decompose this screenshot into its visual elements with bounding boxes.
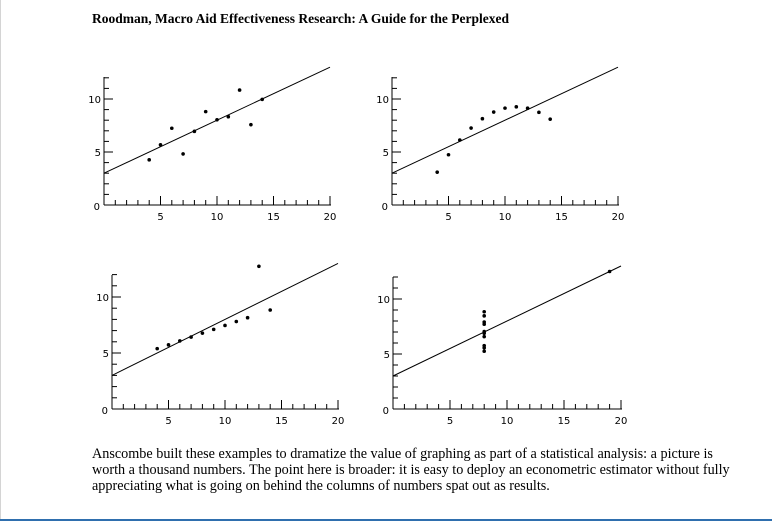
- data-point: [435, 170, 439, 174]
- data-point: [147, 158, 151, 162]
- data-point: [469, 126, 473, 130]
- data-point: [249, 123, 253, 127]
- data-point: [215, 118, 219, 122]
- data-point: [260, 98, 264, 102]
- y-tick-label: 10: [376, 95, 389, 106]
- data-point: [492, 110, 496, 114]
- x-tick-label: 10: [500, 416, 514, 427]
- data-point: [212, 328, 216, 332]
- x-tick-label: 5: [446, 416, 454, 427]
- data-point: [268, 308, 272, 312]
- data-point: [482, 330, 486, 334]
- x-tick-label: 10: [498, 212, 512, 223]
- data-point: [170, 126, 174, 130]
- x-tick-label: 15: [555, 212, 568, 223]
- data-point: [227, 115, 231, 119]
- data-point: [481, 117, 485, 121]
- origin-tick-label: 0: [93, 202, 100, 213]
- data-point: [238, 88, 242, 92]
- data-point: [189, 335, 193, 339]
- origin-tick-label: 0: [382, 406, 389, 417]
- figure-caption: Anscombe built these examples to dramatize the value of graphing as part of a statistical analysis: a picture is worth a thousand numbers. The point here is broader: it is easy to deploy an econometric estimator without fully appreciating what is going on behind the columns of numbers spat out as results.: [92, 446, 730, 494]
- data-point: [447, 153, 451, 157]
- origin-tick-label: 0: [101, 406, 108, 417]
- data-point: [235, 320, 239, 324]
- x-tick-label: 20: [611, 212, 625, 223]
- x-tick-label: 10: [218, 416, 232, 427]
- data-point: [155, 347, 159, 351]
- fit-line: [112, 263, 338, 375]
- x-tick-label: 5: [157, 212, 164, 223]
- data-point: [548, 117, 552, 121]
- fit-line: [392, 67, 618, 173]
- data-point: [482, 314, 486, 318]
- data-point: [537, 111, 541, 115]
- data-point: [482, 344, 486, 348]
- scatter-panel-4: [377, 266, 627, 427]
- scatter-panel-3: [96, 263, 344, 427]
- x-tick-label: 5: [445, 212, 452, 223]
- fit-line: [393, 266, 621, 376]
- data-point: [181, 152, 185, 156]
- data-point: [178, 339, 182, 343]
- data-point: [482, 310, 486, 314]
- x-tick-label: 15: [267, 212, 280, 223]
- x-tick-label: 5: [165, 416, 172, 427]
- data-point: [223, 324, 227, 328]
- y-tick-label: 5: [383, 350, 390, 361]
- x-tick-label: 15: [557, 416, 571, 427]
- y-tick-label: 5: [382, 148, 389, 159]
- scatter-panel-2: [376, 67, 624, 223]
- data-point: [526, 106, 530, 110]
- scatter-panel-1: [88, 67, 336, 223]
- y-tick-label: 5: [102, 349, 109, 360]
- data-point: [257, 265, 261, 269]
- data-point: [159, 143, 163, 147]
- y-tick-label: 5: [94, 148, 101, 159]
- data-point: [201, 331, 205, 335]
- data-point: [482, 320, 486, 324]
- data-point: [482, 349, 486, 353]
- x-tick-label: 10: [210, 212, 224, 223]
- data-point: [482, 335, 486, 339]
- origin-tick-label: 0: [381, 202, 388, 213]
- page-title: Roodman, Macro Aid Effectiveness Research: A Guide for the Perplexed: [92, 11, 509, 26]
- data-point: [608, 270, 612, 274]
- data-point: [204, 110, 208, 114]
- data-point: [503, 106, 507, 110]
- y-tick-label: 10: [88, 95, 101, 106]
- x-tick-label: 20: [323, 212, 337, 223]
- data-point: [515, 105, 519, 109]
- x-tick-label: 15: [275, 416, 288, 427]
- x-tick-label: 20: [331, 416, 345, 427]
- x-tick-label: 20: [614, 416, 628, 427]
- data-point: [458, 138, 462, 142]
- y-tick-label: 10: [96, 293, 109, 304]
- data-point: [167, 343, 171, 347]
- y-tick-label: 10: [377, 295, 390, 306]
- data-point: [193, 130, 197, 134]
- data-point: [246, 316, 250, 320]
